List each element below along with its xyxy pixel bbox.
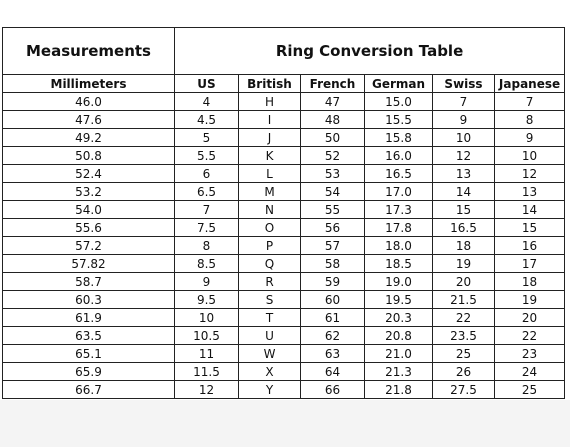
cell-millimeters: 66.7	[3, 381, 175, 399]
cell-japanese: 23	[495, 345, 565, 363]
cell-british: O	[239, 219, 301, 237]
cell-swiss: 26	[433, 363, 495, 381]
cell-us: 9.5	[175, 291, 239, 309]
cell-british: M	[239, 183, 301, 201]
cell-swiss: 12	[433, 147, 495, 165]
cell-japanese: 8	[495, 111, 565, 129]
ring-conversion-title: Ring Conversion Table	[175, 28, 565, 75]
cell-french: 48	[301, 111, 365, 129]
cell-us: 8.5	[175, 255, 239, 273]
cell-british: Q	[239, 255, 301, 273]
cell-french: 53	[301, 165, 365, 183]
cell-us: 10.5	[175, 327, 239, 345]
cell-british: Y	[239, 381, 301, 399]
cell-millimeters: 46.0	[3, 93, 175, 111]
cell-millimeters: 55.6	[3, 219, 175, 237]
cell-swiss: 14	[433, 183, 495, 201]
table-row	[3, 111, 565, 129]
cell-japanese: 13	[495, 183, 565, 201]
cell-japanese: 9	[495, 129, 565, 147]
cell-british: J	[239, 129, 301, 147]
cell-swiss: 20	[433, 273, 495, 291]
cell-millimeters: 52.4	[3, 165, 175, 183]
cell-us: 9	[175, 273, 239, 291]
cell-japanese: 25	[495, 381, 565, 399]
column-header-us: US	[175, 75, 239, 93]
cell-japanese: 15	[495, 219, 565, 237]
column-header-british: British	[239, 75, 301, 93]
cell-french: 60	[301, 291, 365, 309]
cell-german: 17.0	[365, 183, 433, 201]
cell-swiss: 7	[433, 93, 495, 111]
table-row	[3, 255, 565, 273]
cell-french: 58	[301, 255, 365, 273]
cell-us: 6	[175, 165, 239, 183]
table-row	[3, 291, 565, 309]
table-row	[3, 363, 565, 381]
group-header-row	[3, 28, 565, 75]
cell-swiss: 18	[433, 237, 495, 255]
cell-millimeters: 49.2	[3, 129, 175, 147]
table-row	[3, 309, 565, 327]
cell-british: N	[239, 201, 301, 219]
cell-us: 11.5	[175, 363, 239, 381]
cell-german: 19.0	[365, 273, 433, 291]
cell-swiss: 10	[433, 129, 495, 147]
cell-british: I	[239, 111, 301, 129]
cell-millimeters: 54.0	[3, 201, 175, 219]
column-header-french: French	[301, 75, 365, 93]
cell-us: 7.5	[175, 219, 239, 237]
cell-german: 15.8	[365, 129, 433, 147]
cell-french: 66	[301, 381, 365, 399]
cell-japanese: 18	[495, 273, 565, 291]
cell-us: 7	[175, 201, 239, 219]
cell-japanese: 17	[495, 255, 565, 273]
cell-german: 20.8	[365, 327, 433, 345]
cell-japanese: 14	[495, 201, 565, 219]
cell-japanese: 24	[495, 363, 565, 381]
column-header-millimeters: Millimeters	[3, 75, 175, 93]
column-header-german: German	[365, 75, 433, 93]
cell-german: 16.5	[365, 165, 433, 183]
cell-german: 21.0	[365, 345, 433, 363]
cell-japanese: 7	[495, 93, 565, 111]
table-row	[3, 273, 565, 291]
table-row	[3, 165, 565, 183]
cell-german: 16.0	[365, 147, 433, 165]
cell-french: 63	[301, 345, 365, 363]
cell-us: 12	[175, 381, 239, 399]
cell-millimeters: 65.1	[3, 345, 175, 363]
table-row	[3, 219, 565, 237]
table-row	[3, 201, 565, 219]
table-row	[3, 327, 565, 345]
cell-german: 17.3	[365, 201, 433, 219]
cell-swiss: 27.5	[433, 381, 495, 399]
column-header-japanese: Japanese	[495, 75, 565, 93]
cell-japanese: 16	[495, 237, 565, 255]
cell-german: 21.8	[365, 381, 433, 399]
cell-us: 11	[175, 345, 239, 363]
column-header-swiss: Swiss	[433, 75, 495, 93]
table-row	[3, 381, 565, 399]
cell-japanese: 22	[495, 327, 565, 345]
cell-british: W	[239, 345, 301, 363]
cell-british: R	[239, 273, 301, 291]
cell-german: 15.0	[365, 93, 433, 111]
cell-german: 19.5	[365, 291, 433, 309]
cell-swiss: 15	[433, 201, 495, 219]
cell-british: X	[239, 363, 301, 381]
cell-us: 8	[175, 237, 239, 255]
cell-japanese: 10	[495, 147, 565, 165]
cell-us: 5	[175, 129, 239, 147]
cell-swiss: 21.5	[433, 291, 495, 309]
cell-us: 4	[175, 93, 239, 111]
cell-millimeters: 53.2	[3, 183, 175, 201]
cell-millimeters: 47.6	[3, 111, 175, 129]
cell-german: 17.8	[365, 219, 433, 237]
cell-millimeters: 58.7	[3, 273, 175, 291]
measurements-header: Measurements	[3, 28, 175, 75]
cell-millimeters: 61.9	[3, 309, 175, 327]
cell-british: S	[239, 291, 301, 309]
cell-french: 64	[301, 363, 365, 381]
cell-french: 61	[301, 309, 365, 327]
cell-french: 59	[301, 273, 365, 291]
cell-german: 18.5	[365, 255, 433, 273]
table-row	[3, 129, 565, 147]
cell-swiss: 13	[433, 165, 495, 183]
cell-british: U	[239, 327, 301, 345]
cell-millimeters: 50.8	[3, 147, 175, 165]
table-body	[3, 93, 565, 399]
cell-us: 10	[175, 309, 239, 327]
ring-conversion-table	[2, 27, 565, 399]
cell-french: 55	[301, 201, 365, 219]
cell-british: L	[239, 165, 301, 183]
cell-us: 6.5	[175, 183, 239, 201]
column-header-row	[3, 75, 565, 93]
cell-japanese: 19	[495, 291, 565, 309]
cell-french: 56	[301, 219, 365, 237]
cell-german: 20.3	[365, 309, 433, 327]
cell-german: 15.5	[365, 111, 433, 129]
cell-french: 47	[301, 93, 365, 111]
table-row	[3, 93, 565, 111]
cell-millimeters: 65.9	[3, 363, 175, 381]
cell-german: 18.0	[365, 237, 433, 255]
cell-swiss: 22	[433, 309, 495, 327]
cell-swiss: 23.5	[433, 327, 495, 345]
table-row	[3, 147, 565, 165]
cell-japanese: 12	[495, 165, 565, 183]
cell-japanese: 20	[495, 309, 565, 327]
cell-us: 4.5	[175, 111, 239, 129]
cell-british: K	[239, 147, 301, 165]
cell-french: 62	[301, 327, 365, 345]
table-row	[3, 237, 565, 255]
cell-british: H	[239, 93, 301, 111]
cell-british: P	[239, 237, 301, 255]
cell-millimeters: 63.5	[3, 327, 175, 345]
cell-millimeters: 60.3	[3, 291, 175, 309]
cell-british: T	[239, 309, 301, 327]
table-row	[3, 345, 565, 363]
cell-french: 57	[301, 237, 365, 255]
cell-french: 50	[301, 129, 365, 147]
cell-swiss: 19	[433, 255, 495, 273]
cell-french: 52	[301, 147, 365, 165]
cell-swiss: 25	[433, 345, 495, 363]
cell-us: 5.5	[175, 147, 239, 165]
cell-swiss: 9	[433, 111, 495, 129]
cell-millimeters: 57.2	[3, 237, 175, 255]
cell-german: 21.3	[365, 363, 433, 381]
cell-millimeters: 57.82	[3, 255, 175, 273]
table-row	[3, 183, 565, 201]
cell-swiss: 16.5	[433, 219, 495, 237]
cell-french: 54	[301, 183, 365, 201]
